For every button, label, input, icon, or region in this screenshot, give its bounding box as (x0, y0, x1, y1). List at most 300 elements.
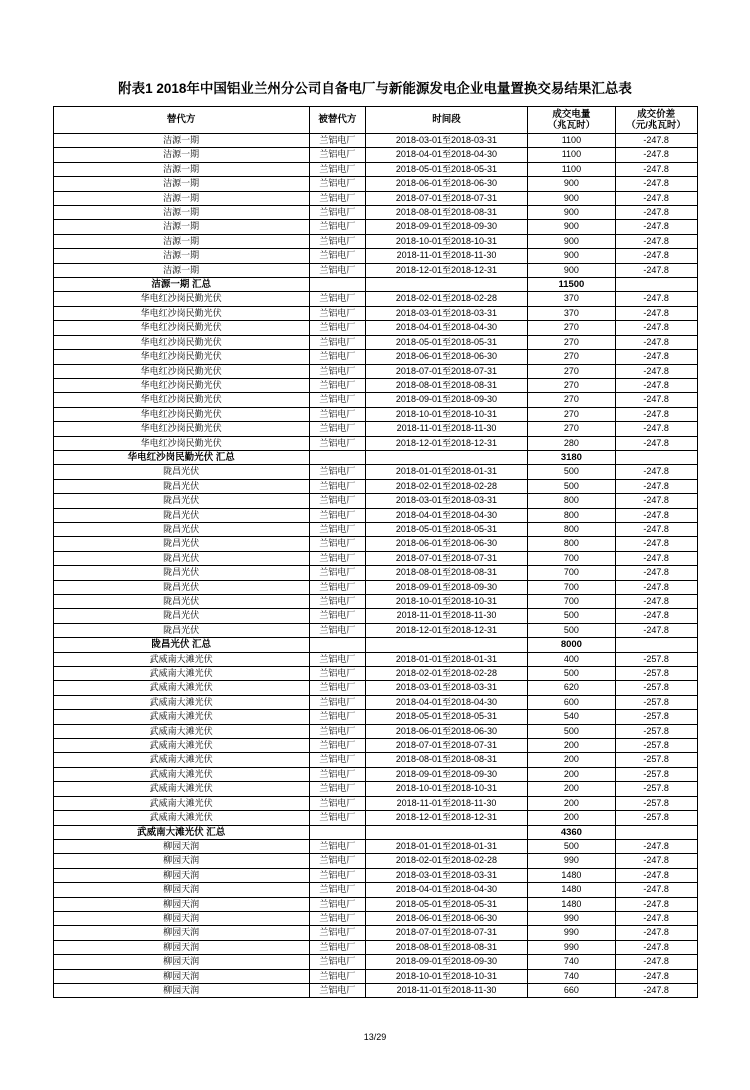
table-cell: 370 (528, 306, 616, 320)
table-cell: 2018-12-01至2018-12-31 (365, 436, 527, 450)
table-cell: 武威南大滩光伏 汇总 (53, 825, 309, 839)
table-cell: 500 (528, 724, 616, 738)
table-cell (365, 638, 527, 652)
table-cell: 200 (528, 739, 616, 753)
table-cell: -247.8 (615, 465, 697, 479)
table-cell: 武威南大滩光伏 (53, 695, 309, 709)
table-row (53, 854, 697, 868)
table-cell: 兰铝电厂 (309, 263, 365, 277)
table-cell: -247.8 (615, 983, 697, 997)
table-cell: 柳园天润 (53, 897, 309, 911)
table-row (53, 839, 697, 853)
table-cell: 1480 (528, 883, 616, 897)
table-cell: -247.8 (615, 422, 697, 436)
table-cell: 270 (528, 422, 616, 436)
table-cell: 陇昌光伏 (53, 479, 309, 493)
table-cell: -247.8 (615, 234, 697, 248)
table-cell: -247.8 (615, 134, 697, 148)
table-cell: -247.8 (615, 609, 697, 623)
table-cell: 陇昌光伏 (53, 623, 309, 637)
table-row (53, 220, 697, 234)
table-cell: 2018-10-01至2018-10-31 (365, 969, 527, 983)
table-cell: -247.8 (615, 508, 697, 522)
table-cell: -247.8 (615, 191, 697, 205)
table-cell: 兰铝电厂 (309, 191, 365, 205)
table-cell: 990 (528, 854, 616, 868)
table-cell (365, 278, 527, 292)
table-cell: -247.8 (615, 537, 697, 551)
table-cell: -247.8 (615, 335, 697, 349)
table-cell: 280 (528, 436, 616, 450)
table-cell: 华电红沙岗民勤光伏 (53, 436, 309, 450)
table-cell: 2018-10-01至2018-10-31 (365, 782, 527, 796)
table-row (53, 191, 697, 205)
table-cell: 兰铝电厂 (309, 609, 365, 623)
table-cell: -247.8 (615, 364, 697, 378)
table-cell: 2018-07-01至2018-07-31 (365, 191, 527, 205)
table-cell: 270 (528, 321, 616, 335)
table-header (53, 107, 697, 134)
table-cell: 兰铝电厂 (309, 580, 365, 594)
table-cell: 陇昌光伏 (53, 522, 309, 536)
table-cell: 2018-04-01至2018-04-30 (365, 883, 527, 897)
table-cell: 洁源一期 汇总 (53, 278, 309, 292)
table-row (53, 926, 697, 940)
table-cell: 华电红沙岗民勤光伏 (53, 292, 309, 306)
table-cell: 兰铝电厂 (309, 811, 365, 825)
table-cell: 兰铝电厂 (309, 695, 365, 709)
table-cell: 兰铝电厂 (309, 249, 365, 263)
table-cell: 700 (528, 551, 616, 565)
table-row (53, 897, 697, 911)
table-cell: -247.8 (615, 436, 697, 450)
table-cell: -247.8 (615, 393, 697, 407)
table-cell: 270 (528, 335, 616, 349)
table-cell: -257.8 (615, 739, 697, 753)
table-cell: 兰铝电厂 (309, 868, 365, 882)
table-row (53, 263, 697, 277)
table-cell: 2018-11-01至2018-11-30 (365, 249, 527, 263)
table-cell: 500 (528, 667, 616, 681)
column-header: 时间段 (365, 107, 527, 134)
table-cell: 2018-07-01至2018-07-31 (365, 364, 527, 378)
table-cell: -247.8 (615, 148, 697, 162)
table-cell: 兰铝电厂 (309, 465, 365, 479)
column-header: 被替代方 (309, 107, 365, 134)
table-cell: 兰铝电厂 (309, 234, 365, 248)
table-row (53, 522, 697, 536)
table-row (53, 595, 697, 609)
table-cell: -247.8 (615, 177, 697, 191)
table-cell: -247.8 (615, 522, 697, 536)
table-cell: 华电红沙岗民勤光伏 (53, 378, 309, 392)
table-row (53, 479, 697, 493)
table-cell: 兰铝电厂 (309, 926, 365, 940)
table-cell: 兰铝电厂 (309, 897, 365, 911)
table-cell: 1100 (528, 148, 616, 162)
table-cell: -247.8 (615, 854, 697, 868)
table-cell: -247.8 (615, 249, 697, 263)
summary-row (53, 638, 697, 652)
table-cell: 500 (528, 623, 616, 637)
table-cell: 4360 (528, 825, 616, 839)
table-cell: 陇昌光伏 (53, 609, 309, 623)
page-title: 附表1 2018年中国铝业兰州分公司自备电厂与新能源发电企业电量置换交易结果汇总表 (118, 81, 632, 96)
table-cell: 500 (528, 465, 616, 479)
table-cell: -247.8 (615, 623, 697, 637)
summary-row (53, 450, 697, 464)
table-cell: 兰铝电厂 (309, 422, 365, 436)
table-cell: 2018-08-01至2018-08-31 (365, 753, 527, 767)
table-cell: 兰铝电厂 (309, 177, 365, 191)
table-row (53, 206, 697, 220)
table-cell: -247.8 (615, 292, 697, 306)
table-row (53, 796, 697, 810)
table-cell: 兰铝电厂 (309, 407, 365, 421)
table-cell: 2018-01-01至2018-01-31 (365, 465, 527, 479)
table-cell: 兰铝电厂 (309, 782, 365, 796)
table-row (53, 955, 697, 969)
table-cell: 600 (528, 695, 616, 709)
table-cell: 洁源一期 (53, 249, 309, 263)
table-cell: 660 (528, 983, 616, 997)
table-row (53, 681, 697, 695)
table-cell: 400 (528, 652, 616, 666)
table-cell: -247.8 (615, 940, 697, 954)
table-cell: 陇昌光伏 (53, 508, 309, 522)
table-row (53, 134, 697, 148)
table-cell (615, 450, 697, 464)
table-cell: -247.8 (615, 551, 697, 565)
table-cell: 740 (528, 969, 616, 983)
table-cell: -247.8 (615, 955, 697, 969)
table-cell: 兰铝电厂 (309, 393, 365, 407)
table-cell: 2018-07-01至2018-07-31 (365, 739, 527, 753)
table-cell: 2018-09-01至2018-09-30 (365, 767, 527, 781)
table-row (53, 753, 697, 767)
table-row (53, 393, 697, 407)
table-row (53, 580, 697, 594)
table-cell: 柳园天润 (53, 955, 309, 969)
table-cell: -247.8 (615, 494, 697, 508)
table-cell: 陇昌光伏 (53, 537, 309, 551)
table-cell: 柳园天润 (53, 854, 309, 868)
table-row (53, 177, 697, 191)
table-cell: 270 (528, 378, 616, 392)
table-cell: 兰铝电厂 (309, 206, 365, 220)
table-cell: 200 (528, 753, 616, 767)
table-cell: 990 (528, 940, 616, 954)
table-cell (309, 278, 365, 292)
table-cell: 华电红沙岗民勤光伏 (53, 335, 309, 349)
table-cell: 兰铝电厂 (309, 940, 365, 954)
table-cell: 陇昌光伏 (53, 494, 309, 508)
table-row (53, 969, 697, 983)
table-row (53, 566, 697, 580)
table-cell: 2018-09-01至2018-09-30 (365, 955, 527, 969)
table-cell: 兰铝电厂 (309, 350, 365, 364)
table-cell: -257.8 (615, 695, 697, 709)
table-cell: 兰铝电厂 (309, 479, 365, 493)
table-cell: 900 (528, 206, 616, 220)
table-cell: 兰铝电厂 (309, 883, 365, 897)
header-row (53, 107, 697, 134)
table-cell: 2018-08-01至2018-08-31 (365, 940, 527, 954)
table-row (53, 623, 697, 637)
table-cell: -257.8 (615, 667, 697, 681)
column-header: 成交价差 （元/兆瓦时） (615, 107, 697, 134)
table-cell: 武威南大滩光伏 (53, 724, 309, 738)
table-cell: 2018-03-01至2018-03-31 (365, 306, 527, 320)
table-row (53, 422, 697, 436)
table-cell: 陇昌光伏 汇总 (53, 638, 309, 652)
table-cell: 11500 (528, 278, 616, 292)
table-cell: 兰铝电厂 (309, 681, 365, 695)
table-cell: 洁源一期 (53, 263, 309, 277)
table-cell: 陇昌光伏 (53, 465, 309, 479)
table-cell: 2018-01-01至2018-01-31 (365, 839, 527, 853)
table-cell: -257.8 (615, 710, 697, 724)
table-cell: 740 (528, 955, 616, 969)
table-cell: 2018-02-01至2018-02-28 (365, 479, 527, 493)
table-cell: -247.8 (615, 162, 697, 176)
table-cell (309, 450, 365, 464)
table-cell: 陇昌光伏 (53, 566, 309, 580)
table-cell: 华电红沙岗民勤光伏 (53, 407, 309, 421)
table-cell: 兰铝电厂 (309, 739, 365, 753)
table-row (53, 436, 697, 450)
table-cell: 兰铝电厂 (309, 508, 365, 522)
table-cell: -257.8 (615, 652, 697, 666)
table-cell: 2018-03-01至2018-03-31 (365, 134, 527, 148)
page-number: 13/29 (363, 1032, 387, 1042)
table-cell: -257.8 (615, 681, 697, 695)
table-cell: 柳园天润 (53, 983, 309, 997)
table-cell: 700 (528, 595, 616, 609)
table-row (53, 508, 697, 522)
table-cell (615, 638, 697, 652)
table-cell: 2018-08-01至2018-08-31 (365, 206, 527, 220)
table-row (53, 551, 697, 565)
table-row (53, 911, 697, 925)
table-row (53, 350, 697, 364)
table-cell: 990 (528, 926, 616, 940)
table-cell: -247.8 (615, 321, 697, 335)
table-cell: -247.8 (615, 969, 697, 983)
table-row (53, 767, 697, 781)
table-row (53, 407, 697, 421)
table-row (53, 292, 697, 306)
table-cell: -247.8 (615, 911, 697, 925)
table-cell: 洁源一期 (53, 191, 309, 205)
table-cell: 兰铝电厂 (309, 335, 365, 349)
column-header: 替代方 (53, 107, 309, 134)
table-cell: 990 (528, 911, 616, 925)
table-cell: 兰铝电厂 (309, 796, 365, 810)
table-row (53, 868, 697, 882)
table-cell: -247.8 (615, 479, 697, 493)
table-cell: -247.8 (615, 350, 697, 364)
table-cell: 2018-04-01至2018-04-30 (365, 508, 527, 522)
table-row (53, 148, 697, 162)
table-cell: 500 (528, 479, 616, 493)
table-cell: 兰铝电厂 (309, 767, 365, 781)
table-cell: 8000 (528, 638, 616, 652)
table-cell: 武威南大滩光伏 (53, 753, 309, 767)
table-cell: 1100 (528, 134, 616, 148)
table-cell: 2018-10-01至2018-10-31 (365, 234, 527, 248)
table-row (53, 724, 697, 738)
table-cell: 华电红沙岗民勤光伏 (53, 350, 309, 364)
table-cell: 2018-06-01至2018-06-30 (365, 724, 527, 738)
table-cell: -247.8 (615, 206, 697, 220)
table-cell: 2018-12-01至2018-12-31 (365, 263, 527, 277)
table-cell: 柳园天润 (53, 969, 309, 983)
table-cell: 800 (528, 522, 616, 536)
table-cell: 柳园天润 (53, 839, 309, 853)
table-cell: 兰铝电厂 (309, 364, 365, 378)
table-cell: 2018-09-01至2018-09-30 (365, 220, 527, 234)
table-cell: 柳园天润 (53, 940, 309, 954)
table-cell: -247.8 (615, 580, 697, 594)
table-cell: 兰铝电厂 (309, 955, 365, 969)
table-cell: 柳园天润 (53, 883, 309, 897)
table-cell: 柳园天润 (53, 911, 309, 925)
table-cell: 270 (528, 364, 616, 378)
table-cell: 兰铝电厂 (309, 667, 365, 681)
table-cell: 华电红沙岗民勤光伏 汇总 (53, 450, 309, 464)
table-row (53, 739, 697, 753)
table-cell: 2018-11-01至2018-11-30 (365, 422, 527, 436)
table-row (53, 249, 697, 263)
table-cell: 2018-11-01至2018-11-30 (365, 983, 527, 997)
table-row (53, 667, 697, 681)
table-cell: 2018-02-01至2018-02-28 (365, 854, 527, 868)
table-cell: 2018-05-01至2018-05-31 (365, 162, 527, 176)
table-cell: 兰铝电厂 (309, 911, 365, 925)
table-cell: 兰铝电厂 (309, 134, 365, 148)
table-cell: -247.8 (615, 926, 697, 940)
table-cell: 900 (528, 234, 616, 248)
table-cell: 2018-05-01至2018-05-31 (365, 710, 527, 724)
table-cell: -247.8 (615, 407, 697, 421)
table-cell: -247.8 (615, 883, 697, 897)
table-cell: 900 (528, 220, 616, 234)
table-cell: 兰铝电厂 (309, 436, 365, 450)
table-cell: 2018-02-01至2018-02-28 (365, 292, 527, 306)
table-cell: 1480 (528, 897, 616, 911)
table-row (53, 364, 697, 378)
table-row (53, 782, 697, 796)
table-cell: -247.8 (615, 897, 697, 911)
table-cell: 200 (528, 796, 616, 810)
table-cell: 2018-12-01至2018-12-31 (365, 811, 527, 825)
table-cell: 2018-03-01至2018-03-31 (365, 494, 527, 508)
table-cell: 兰铝电厂 (309, 710, 365, 724)
table-cell: 兰铝电厂 (309, 753, 365, 767)
table-cell: 武威南大滩光伏 (53, 681, 309, 695)
table-cell: -257.8 (615, 811, 697, 825)
table-cell: -257.8 (615, 767, 697, 781)
table-cell: 洁源一期 (53, 134, 309, 148)
table-cell: -257.8 (615, 724, 697, 738)
table-cell: 2018-05-01至2018-05-31 (365, 522, 527, 536)
column-header: 成交电量 （兆瓦时） (528, 107, 616, 134)
table-cell: -257.8 (615, 782, 697, 796)
table-cell (309, 638, 365, 652)
table-cell: -247.8 (615, 868, 697, 882)
table-cell: 2018-09-01至2018-09-30 (365, 580, 527, 594)
table-cell: 2018-12-01至2018-12-31 (365, 623, 527, 637)
table-row (53, 695, 697, 709)
table-cell: -257.8 (615, 796, 697, 810)
table-cell (365, 450, 527, 464)
table-cell: -247.8 (615, 595, 697, 609)
table-cell: 800 (528, 537, 616, 551)
table-cell: 800 (528, 494, 616, 508)
table-row (53, 494, 697, 508)
table-cell: 兰铝电厂 (309, 162, 365, 176)
table-cell (309, 825, 365, 839)
table-cell: 270 (528, 407, 616, 421)
table-row (53, 883, 697, 897)
table-cell: 700 (528, 580, 616, 594)
table-cell: 2018-05-01至2018-05-31 (365, 335, 527, 349)
table-cell: 900 (528, 177, 616, 191)
summary-row (53, 825, 697, 839)
table-cell: 2018-09-01至2018-09-30 (365, 393, 527, 407)
table-cell: 2018-01-01至2018-01-31 (365, 652, 527, 666)
table-cell: 2018-07-01至2018-07-31 (365, 551, 527, 565)
table-cell: 2018-06-01至2018-06-30 (365, 177, 527, 191)
table-cell: 武威南大滩光伏 (53, 739, 309, 753)
table-cell: 武威南大滩光伏 (53, 782, 309, 796)
table-cell: 900 (528, 263, 616, 277)
table-cell: 900 (528, 249, 616, 263)
table-cell (615, 278, 697, 292)
table-row (53, 321, 697, 335)
table-cell: 洁源一期 (53, 234, 309, 248)
table-cell: 620 (528, 681, 616, 695)
table-cell: 2018-04-01至2018-04-30 (365, 695, 527, 709)
table-cell: 500 (528, 839, 616, 853)
table-cell (365, 825, 527, 839)
table-cell: 270 (528, 393, 616, 407)
table-row (53, 652, 697, 666)
table-cell: 800 (528, 508, 616, 522)
table-cell: 2018-08-01至2018-08-31 (365, 378, 527, 392)
table-cell: 2018-02-01至2018-02-28 (365, 667, 527, 681)
table-cell: 兰铝电厂 (309, 983, 365, 997)
table-cell: 270 (528, 350, 616, 364)
table-cell: 兰铝电厂 (309, 522, 365, 536)
table-cell: 武威南大滩光伏 (53, 652, 309, 666)
table-row (53, 162, 697, 176)
table-cell: 武威南大滩光伏 (53, 710, 309, 724)
table-cell: 兰铝电厂 (309, 494, 365, 508)
table-cell: 洁源一期 (53, 220, 309, 234)
table-cell: 200 (528, 811, 616, 825)
table-cell: 2018-04-01至2018-04-30 (365, 321, 527, 335)
table-row (53, 940, 697, 954)
table-row (53, 710, 697, 724)
table-cell: 洁源一期 (53, 148, 309, 162)
table-cell: 2018-07-01至2018-07-31 (365, 926, 527, 940)
table-cell: 兰铝电厂 (309, 724, 365, 738)
table-cell: 陇昌光伏 (53, 580, 309, 594)
table-cell: 华电红沙岗民勤光伏 (53, 321, 309, 335)
table-cell: 500 (528, 609, 616, 623)
